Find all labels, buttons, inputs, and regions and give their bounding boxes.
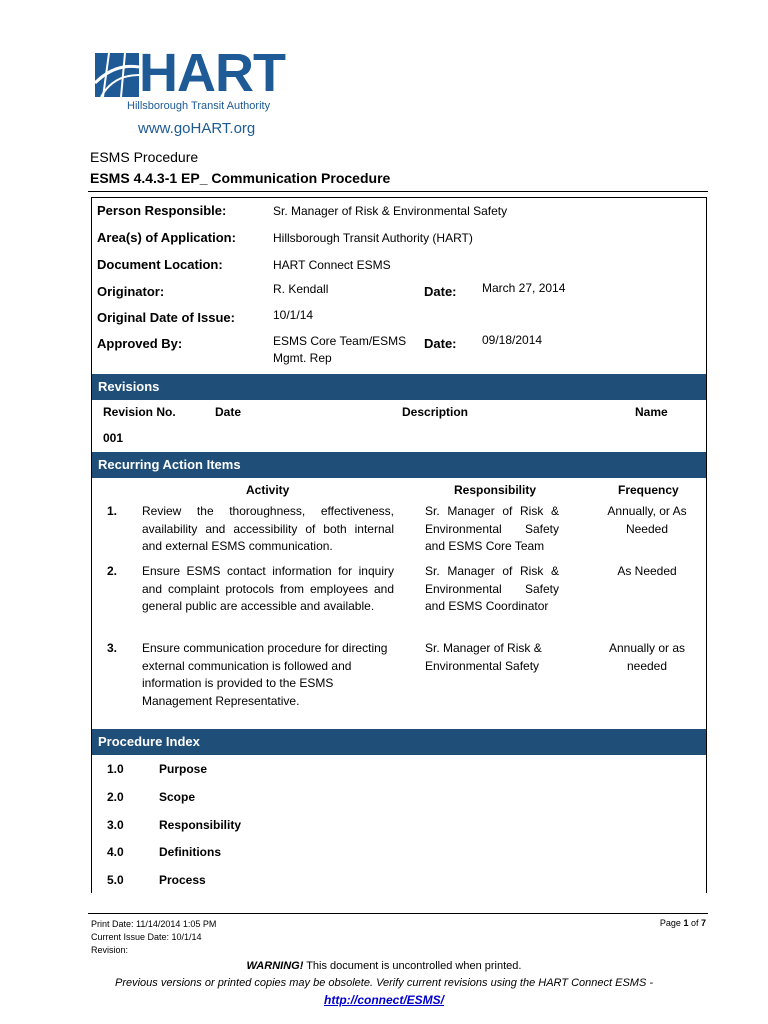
footer-meta <box>91 918 216 957</box>
hart-wordmark: HART <box>139 43 285 103</box>
index-title: Purpose <box>159 762 208 776</box>
item-activity: Ensure ESMS contact information for inquiry and complaint protocols from employees and general public are accessible and available. <box>142 564 394 613</box>
recurring-band: Recurring Action Items <box>92 452 706 478</box>
approved-line-2: Mgmt. Rep <box>273 351 332 365</box>
index-number: 4.0 <box>107 845 124 859</box>
issue-date-label: Original Date of Issue: <box>97 310 235 325</box>
index-number: 5.0 <box>107 873 124 887</box>
index-title: Process <box>159 873 206 887</box>
document-title: ESMS 4.4.3-1 EP_ Communication Procedure <box>90 170 391 186</box>
hart-tagline: Hillsborough Transit Authority <box>127 100 271 112</box>
item-frequency: Annually, or As Needed <box>607 504 687 536</box>
revision-description-header: Description <box>402 405 469 419</box>
procedure-table <box>91 197 707 893</box>
print-date: Print Date: 11/14/2014 1:05 PM <box>91 919 217 929</box>
revision-no-header: Revision No. <box>103 405 176 419</box>
location-value: HART Connect ESMS <box>273 258 391 272</box>
item-number: 3. <box>107 641 118 655</box>
hart-website[interactable]: www.goHART.org <box>138 120 256 137</box>
item-number: 2. <box>107 564 118 578</box>
approved-date-label: Date: <box>424 336 457 351</box>
index-number: 2.0 <box>107 790 124 804</box>
index-number: 3.0 <box>107 818 124 832</box>
item-responsibility: Sr. Manager of Risk & Environmental Safety and ESMS Core Team <box>425 504 559 553</box>
warning-label: WARNING! <box>246 960 304 972</box>
title-divider <box>88 191 708 192</box>
item-responsibility: Sr. Manager of Risk & Environmental Safety and ESMS Coordinator <box>425 564 559 613</box>
warning-notice <box>0 960 768 972</box>
approved-date-value: 09/18/2014 <box>482 333 543 347</box>
esms-link-container <box>0 993 768 1007</box>
current-issue-date: Current Issue Date: 10/1/14 <box>91 932 202 942</box>
revision-date-header: Date <box>215 405 242 419</box>
hart-logo-mark-icon <box>95 53 139 97</box>
responsibility-header: Responsibility <box>454 483 537 497</box>
index-number: 1.0 <box>107 762 124 776</box>
document-type: ESMS Procedure <box>90 149 199 165</box>
item-number: 1. <box>107 504 118 518</box>
index-title: Definitions <box>159 845 221 859</box>
page-number: Page 1 of 7 <box>659 918 706 928</box>
location-label: Document Location: <box>97 257 223 272</box>
footer-divider <box>88 913 708 914</box>
index-title: Scope <box>159 790 196 804</box>
frequency-header: Frequency <box>618 483 679 497</box>
person-responsible-value: Sr. Manager of Risk & Environmental Safety <box>273 204 508 218</box>
revisions-band: Revisions <box>92 374 706 400</box>
revision-name-header: Name <box>635 405 668 419</box>
item-activity: Ensure communication procedure for directing external communication is followed and information is provided to the ESMS Management Representative. <box>142 641 388 708</box>
warning-text: This document is uncontrolled when printed. <box>303 960 522 972</box>
originator-date-label: Date: <box>424 284 457 299</box>
item-frequency: As Needed <box>617 564 677 578</box>
item-activity: Review the thoroughness, effectiveness, availability and accessibility of both internal and external ESMS communication. <box>142 504 394 553</box>
approved-value <box>273 333 406 367</box>
revision-no: 001 <box>103 431 124 445</box>
issue-date-value: 10/1/14 <box>273 308 314 322</box>
areas-value: Hillsborough Transit Authority (HART) <box>273 231 473 245</box>
item-responsibility: Sr. Manager of Risk & Environmental Safety <box>425 641 542 673</box>
approved-label: Approved By: <box>97 336 183 351</box>
esms-link[interactable]: http://connect/ESMS/ <box>324 993 444 1007</box>
index-title: Responsibility <box>159 818 242 832</box>
originator-value: R. Kendall <box>273 282 329 296</box>
originator-date-value: March 27, 2014 <box>482 281 566 295</box>
procedure-index-band: Procedure Index <box>92 729 706 755</box>
item-frequency: Annually or as needed <box>608 641 686 673</box>
areas-label: Area(s) of Application: <box>97 230 236 245</box>
obsolete-notice: Previous versions or printed copies may be obsolete. Verify current revisions using the HART Connect ESMS - <box>114 977 654 989</box>
person-responsible-label: Person Responsible: <box>97 203 227 218</box>
activity-header: Activity <box>246 483 290 497</box>
revision-label: Revision: <box>91 945 129 955</box>
hart-logo <box>95 43 305 142</box>
originator-label: Originator: <box>97 284 165 299</box>
approved-line-1: ESMS Core Team/ESMS <box>273 334 407 348</box>
